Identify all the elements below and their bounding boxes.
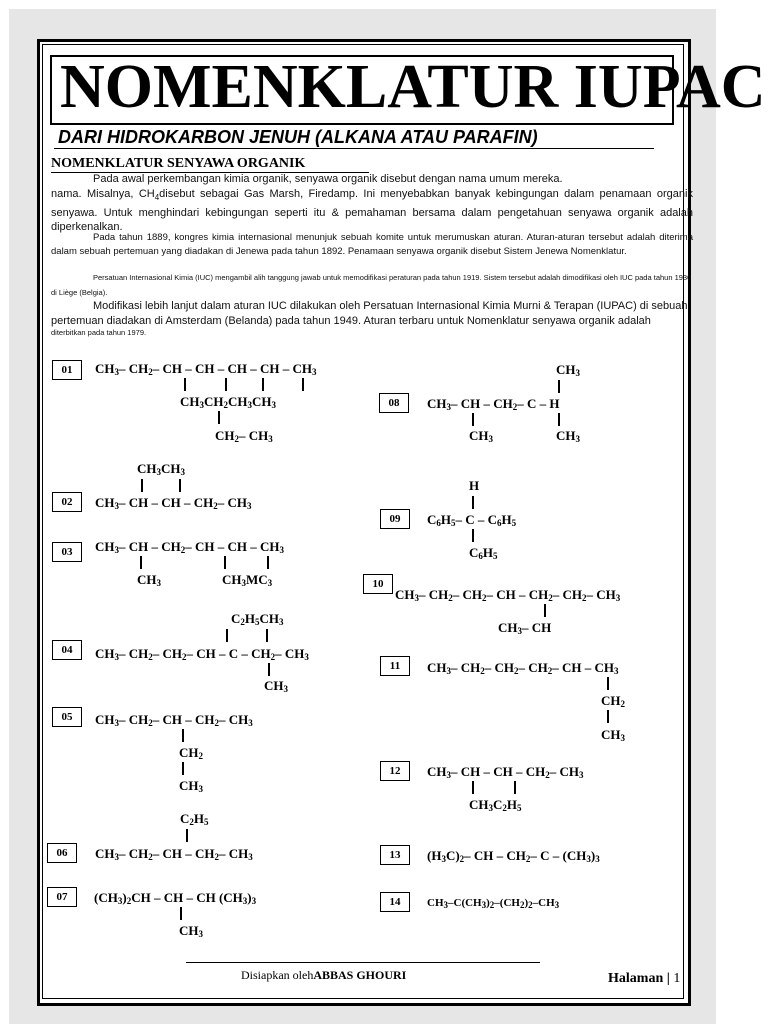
- footer-divider: [186, 962, 540, 963]
- structure-10-bond: [544, 604, 546, 617]
- paragraph-history-iupac: Modifikasi lebih lanjut dalam aturan IUC dilakukan oleh Persatuan Internasional Kimia Murni & Terapan (IUPAC) di sebuah pertemuan diadakan di Amsterdam (Belanda) pada tahun 1949. Aturan terbaru untuk Nomenklatur senyawa organik adalah: [51, 300, 688, 327]
- problem-number-10: 10: [363, 574, 393, 594]
- structure-06-main-chain: $CH_3-$ $CH_2-$ CH – $CH_2-$ $CH_3$: [95, 846, 253, 862]
- structure-02-main-chain: $CH_3-$ CH – CH – $CH_2-$ $CH_3$: [95, 495, 252, 511]
- structure-14-formula: $CH_3-C(CH_3)_2-(CH_2)_2-CH_3$: [427, 897, 560, 910]
- page-number-value: 1: [673, 971, 681, 986]
- structure-10-branch: $CH_3-$ CH: [498, 620, 552, 636]
- structure-01-bond: [262, 378, 264, 391]
- structure-04-main-chain: $CH_3-$ $CH_2-$ $CH_2-$ CH – C – $CH_2-$ $CH_3$: [95, 646, 309, 662]
- problem-number-03: 03: [52, 542, 82, 562]
- paragraph-example: [51, 187, 693, 235]
- paragraph-example-pre: nama. Misalnya, CH: [51, 188, 155, 200]
- structure-13-formula: $(H_3C)_2-$ CH – $CH_2-$ C – $(CH_3)_3$: [427, 848, 600, 864]
- subtitle-underline: [54, 148, 654, 149]
- structure-08-bond: [472, 413, 474, 426]
- structure-01-bond: [302, 378, 304, 391]
- paragraph-history-iuc: Persatuan Internasional Kimia (IUC) mengambil alih tanggung jawab untuk memodifikasi peraturan pada tahun 1919. Sistem tersebut adalah dimodifikasi oleh IUC pada tahun 1930 di Liège (Belgia).: [51, 273, 692, 297]
- structure-06-substituent: $C_2H_5$: [180, 811, 209, 827]
- structure-08-main-chain: $CH_3-$ CH – $CH_2-$ C – H: [427, 396, 560, 412]
- paragraph-history-1979: diterbitkan pada tahun 1979.: [51, 328, 147, 337]
- problem-number-13: 13: [380, 845, 410, 865]
- structure-11-bond: [607, 710, 609, 723]
- structure-01-branch: $CH_2-$ $CH_3$: [215, 428, 273, 444]
- section-heading: NOMENKLATUR SENYAWA ORGANIK: [51, 156, 306, 171]
- footer-credit: [241, 968, 406, 983]
- paragraph-intro: Pada awal perkembangan kimia organik, senyawa organik disebut dengan nama umum mereka.: [93, 173, 563, 185]
- structure-08-bond: [558, 380, 560, 393]
- structure-03-bond: [224, 556, 226, 569]
- structure-08-branch-2: $CH_3$: [556, 428, 580, 444]
- paragraph-example-sub: 4: [154, 193, 160, 203]
- structure-01-substituents: $CH_3CH_2CH_3CH_3$: [180, 394, 276, 410]
- structure-03-bond: [140, 556, 142, 569]
- structure-11-branch-2: $CH_3$: [601, 727, 625, 743]
- subtitle: DARI HIDROKARBON JENUH (ALKANA ATAU PARAFIN): [58, 127, 538, 147]
- problem-number-04: 04: [52, 640, 82, 660]
- problem-number-09: 09: [380, 509, 410, 529]
- structure-03-branch-1: $CH_3$: [137, 572, 161, 588]
- structure-02-bond: [141, 479, 143, 492]
- structure-07-main-chain: $(CH_3)_2CH$ – CH – CH $(CH_3)_3$: [94, 890, 257, 906]
- structure-10-main-chain: $CH_3-$ $CH_2-$ $CH_2-$ CH – $CH_2-$ $CH_2-$ $CH_3$: [395, 587, 621, 603]
- problem-number-12: 12: [380, 761, 410, 781]
- structure-02-bond: [179, 479, 181, 492]
- page-title: NOMENKLATUR IUPAC: [60, 53, 766, 121]
- footer-prepared-label: Disiapkan oleh: [241, 968, 314, 982]
- structure-07-bond: [180, 907, 182, 920]
- structure-09-bottom: $C_6H_5$: [469, 545, 498, 561]
- problem-number-02: 02: [52, 492, 82, 512]
- problem-number-01: 01: [52, 360, 82, 380]
- problem-number-08: 08: [379, 393, 409, 413]
- structure-04-branch: $CH_3$: [264, 678, 288, 694]
- structure-01-bond: [184, 378, 186, 391]
- structure-01-bond: [225, 378, 227, 391]
- structure-05-branch-2: $CH_3$: [179, 778, 203, 794]
- structure-05-bond: [182, 729, 184, 742]
- structure-03-bond: [267, 556, 269, 569]
- structure-12-main-chain: $CH_3-$ CH – CH – $CH_2-$ $CH_3$: [427, 764, 584, 780]
- structure-03-branch-2: $CH_3MC_3$: [222, 572, 273, 588]
- structure-12-substituents: $CH_3C_2H_5$: [469, 797, 522, 813]
- structure-05-main-chain: $CH_3-$ $CH_2-$ CH – $CH_2-$ $CH_3$: [95, 712, 253, 728]
- problem-number-05: 05: [52, 707, 82, 727]
- structure-08-bond: [558, 413, 560, 426]
- structure-05-branch-1: $CH_2$: [179, 745, 203, 761]
- structure-02-substituents: $CH_3CH_3$: [137, 461, 185, 477]
- structure-11-main-chain: $CH_3-$ $CH_2-$ $CH_2-$ $CH_2-$ CH – $CH_3$: [427, 660, 619, 676]
- structure-01-main-chain: $CH_3-$ $CH_2-$ CH – CH – CH – CH – $CH_3$: [95, 361, 317, 377]
- structure-09-bond: [472, 529, 474, 542]
- structure-05-bond: [182, 762, 184, 775]
- structure-01-bond: [218, 411, 220, 424]
- structure-08-top: $CH_3$: [556, 362, 580, 378]
- structure-12-bond: [472, 781, 474, 794]
- problem-number-14: 14: [380, 892, 410, 912]
- page-number: [608, 971, 680, 987]
- structure-03-main-chain: $CH_3-$ CH – $CH_2-$ CH – CH – $CH_3$: [95, 539, 284, 555]
- paragraph-example-post: disebut sebagai Gas Marsh, Firedamp. Ini menyebabkan banyak kebingungan dalam penamaan organik senyawa. Untuk menghindari kebingungan seperti itu & pemahaman bersama dalam pengetahuan senyawa organik adalah diperkenalkan.: [51, 188, 693, 234]
- structure-04-bond: [268, 663, 270, 676]
- structure-04-substituents: $C_2H_5CH_3$: [231, 611, 284, 627]
- page-label: Halaman |: [608, 971, 670, 986]
- structure-09-top: H: [469, 478, 480, 493]
- problem-number-06: 06: [47, 843, 77, 863]
- structure-08-branch-1: $CH_3$: [469, 428, 493, 444]
- structure-09-bond: [472, 496, 474, 509]
- structure-07-branch: $CH_3$: [179, 923, 203, 939]
- structure-04-bond: [226, 629, 228, 642]
- paragraph-history-1889: Pada tahun 1889, kongres kimia internasional menunjuk sebuah komite untuk merumuskan aturan. Aturan-aturan tersebut adalah diterima dalam sebuah pertemuan yang diadakan di Jenewa pada tahun 1892. Penamaan senyawa organik disebut Sistem Jenewa Nomenklatur.: [51, 232, 693, 257]
- footer-author: ABBAS GHOURI: [313, 968, 407, 982]
- structure-06-bond: [186, 829, 188, 842]
- structure-11-branch-1: $CH_2$: [601, 693, 625, 709]
- problem-number-07: 07: [47, 887, 77, 907]
- problem-number-11: 11: [380, 656, 410, 676]
- structure-12-bond: [514, 781, 516, 794]
- structure-09-main-chain: $C_6H_5-$ C – $C_6H_5$: [427, 512, 517, 528]
- structure-04-bond: [266, 629, 268, 642]
- structure-11-bond: [607, 677, 609, 690]
